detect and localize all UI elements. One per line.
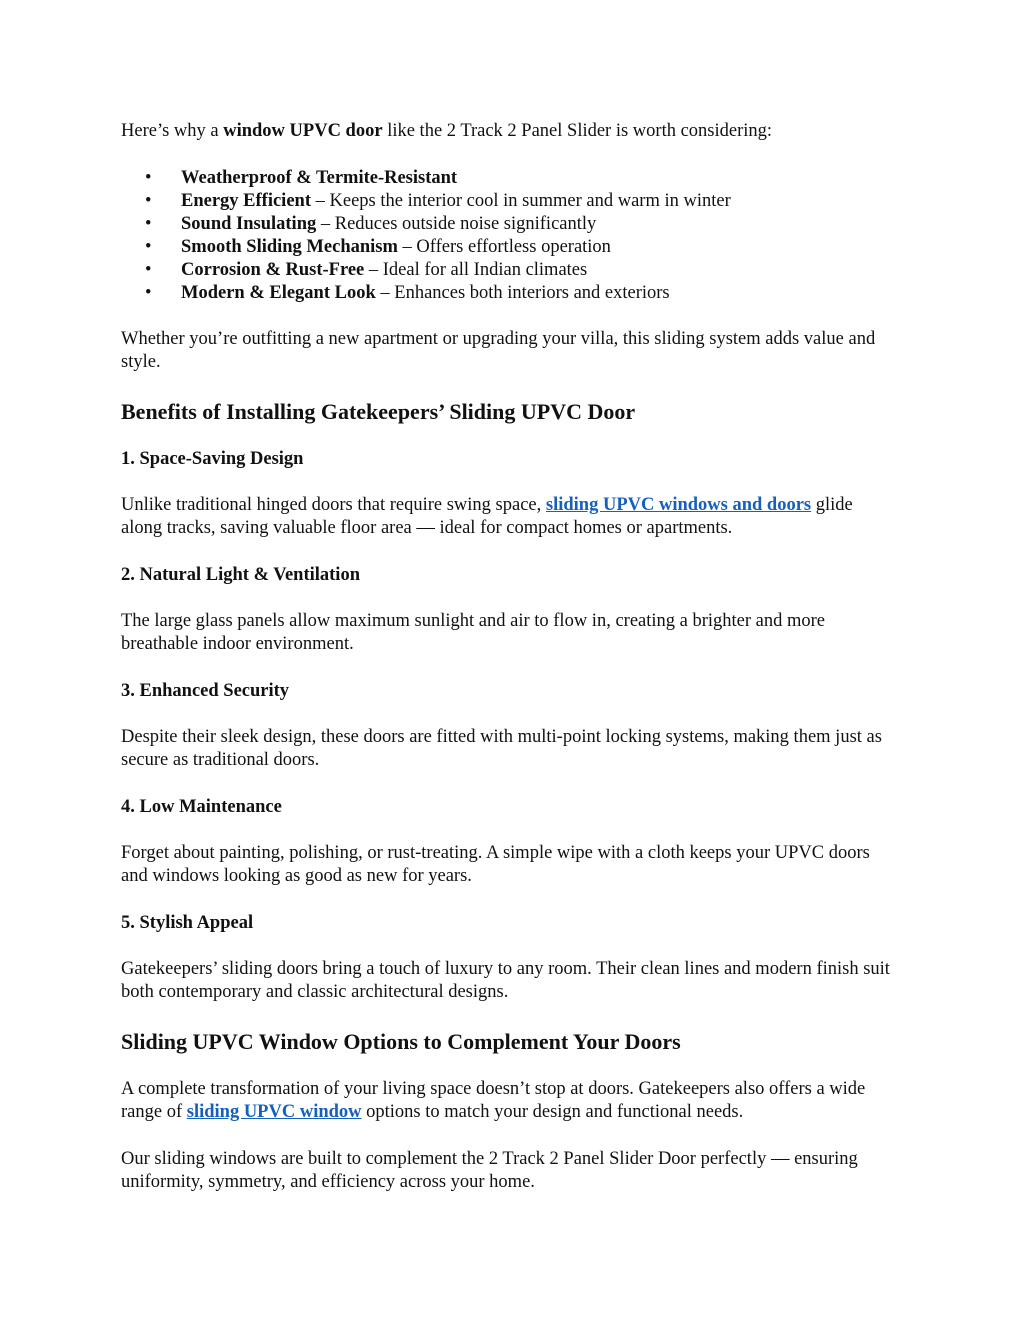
list-item	[121, 167, 894, 190]
list-item	[121, 190, 894, 213]
list-item	[121, 236, 894, 259]
window-options-paragraph-1	[121, 1078, 894, 1124]
benefit-text-after: glide along tracks, saving valuable floor area — ideal for compact homes or apartments.	[121, 495, 853, 538]
intro-text-after: like the 2 Track 2 Panel Slider is worth considering:	[382, 121, 773, 141]
benefit-title-stylish: 5. Stylish Appeal	[121, 913, 254, 933]
sliding-window-link[interactable]: sliding UPVC window	[186, 1102, 362, 1122]
benefit-text-space-saving	[121, 494, 894, 540]
feature-desc: – Keeps the interior cool in summer and warm in winter	[311, 191, 731, 211]
feature-desc: – Enhances both interiors and exteriors	[375, 283, 670, 303]
feature-list	[121, 167, 894, 305]
benefits-heading: Benefits of Installing Gatekeepers’ Sliding UPVC Door	[121, 399, 636, 424]
benefit-title-security: 3. Enhanced Security	[121, 681, 290, 701]
feature-title: Corrosion & Rust-Free	[181, 260, 365, 280]
list-item	[121, 259, 894, 282]
benefit-text-light: The large glass panels allow maximum sunlight and air to flow in, creating a brighter and more breathable indoor environment.	[121, 611, 826, 654]
window-text-after: options to match your design and functional needs.	[361, 1102, 744, 1122]
bullet-icon: •	[145, 191, 152, 211]
intro-text-before: Here’s why a	[121, 121, 224, 141]
feature-desc: – Ideal for all Indian climates	[364, 260, 588, 280]
window-options-paragraph-2: Our sliding windows are built to complement the 2 Track 2 Panel Slider Door perfectly — ensuring uniformity, symmetry, and efficiency across your home.	[121, 1149, 858, 1192]
bullet-icon: •	[145, 237, 152, 257]
benefit-text-maintenance: Forget about painting, polishing, or rust-treating. A simple wipe with a cloth keeps your UPVC doors and windows looking as good as new for years.	[121, 843, 870, 886]
feature-title: Smooth Sliding Mechanism	[181, 237, 398, 257]
bullet-icon: •	[145, 214, 152, 234]
benefit-title-space-saving: 1. Space-Saving Design	[121, 449, 304, 469]
feature-title: Energy Efficient	[181, 191, 311, 211]
benefit-text-before: Unlike traditional hinged doors that require swing space,	[121, 495, 546, 515]
feature-title: Sound Insulating	[181, 214, 317, 234]
bullet-icon: •	[145, 283, 152, 303]
intro-paragraph	[121, 120, 894, 143]
sliding-windows-doors-link[interactable]: sliding UPVC windows and doors	[545, 495, 812, 515]
bullet-icon: •	[145, 168, 152, 188]
feature-title: Weatherproof & Termite-Resistant	[181, 168, 458, 188]
bullet-icon: •	[145, 260, 152, 280]
list-item	[121, 282, 894, 305]
intro-bold-term: window UPVC door	[223, 121, 383, 141]
benefit-title-maintenance: 4. Low Maintenance	[121, 797, 282, 817]
feature-desc: – Offers effortless operation	[397, 237, 611, 257]
summary-paragraph: Whether you’re outfitting a new apartment or upgrading your villa, this sliding system adds value and style.	[121, 329, 876, 372]
feature-desc: – Reduces outside noise significantly	[316, 214, 597, 234]
benefit-title-light: 2. Natural Light & Ventilation	[121, 565, 360, 585]
list-item	[121, 213, 894, 236]
window-options-heading: Sliding UPVC Window Options to Complement Your Doors	[121, 1029, 681, 1054]
benefit-text-security: Despite their sleek design, these doors are fitted with multi-point locking systems, making them just as secure as traditional doors.	[121, 727, 882, 770]
window-text-before: A complete transformation of your living space doesn’t stop at doors. Gatekeepers also offers a wide range of	[121, 1079, 866, 1122]
feature-title: Modern & Elegant Look	[181, 283, 376, 303]
benefit-text-stylish: Gatekeepers’ sliding doors bring a touch of luxury to any room. Their clean lines and modern finish suit both contemporary and classic architectural designs.	[121, 959, 890, 1002]
